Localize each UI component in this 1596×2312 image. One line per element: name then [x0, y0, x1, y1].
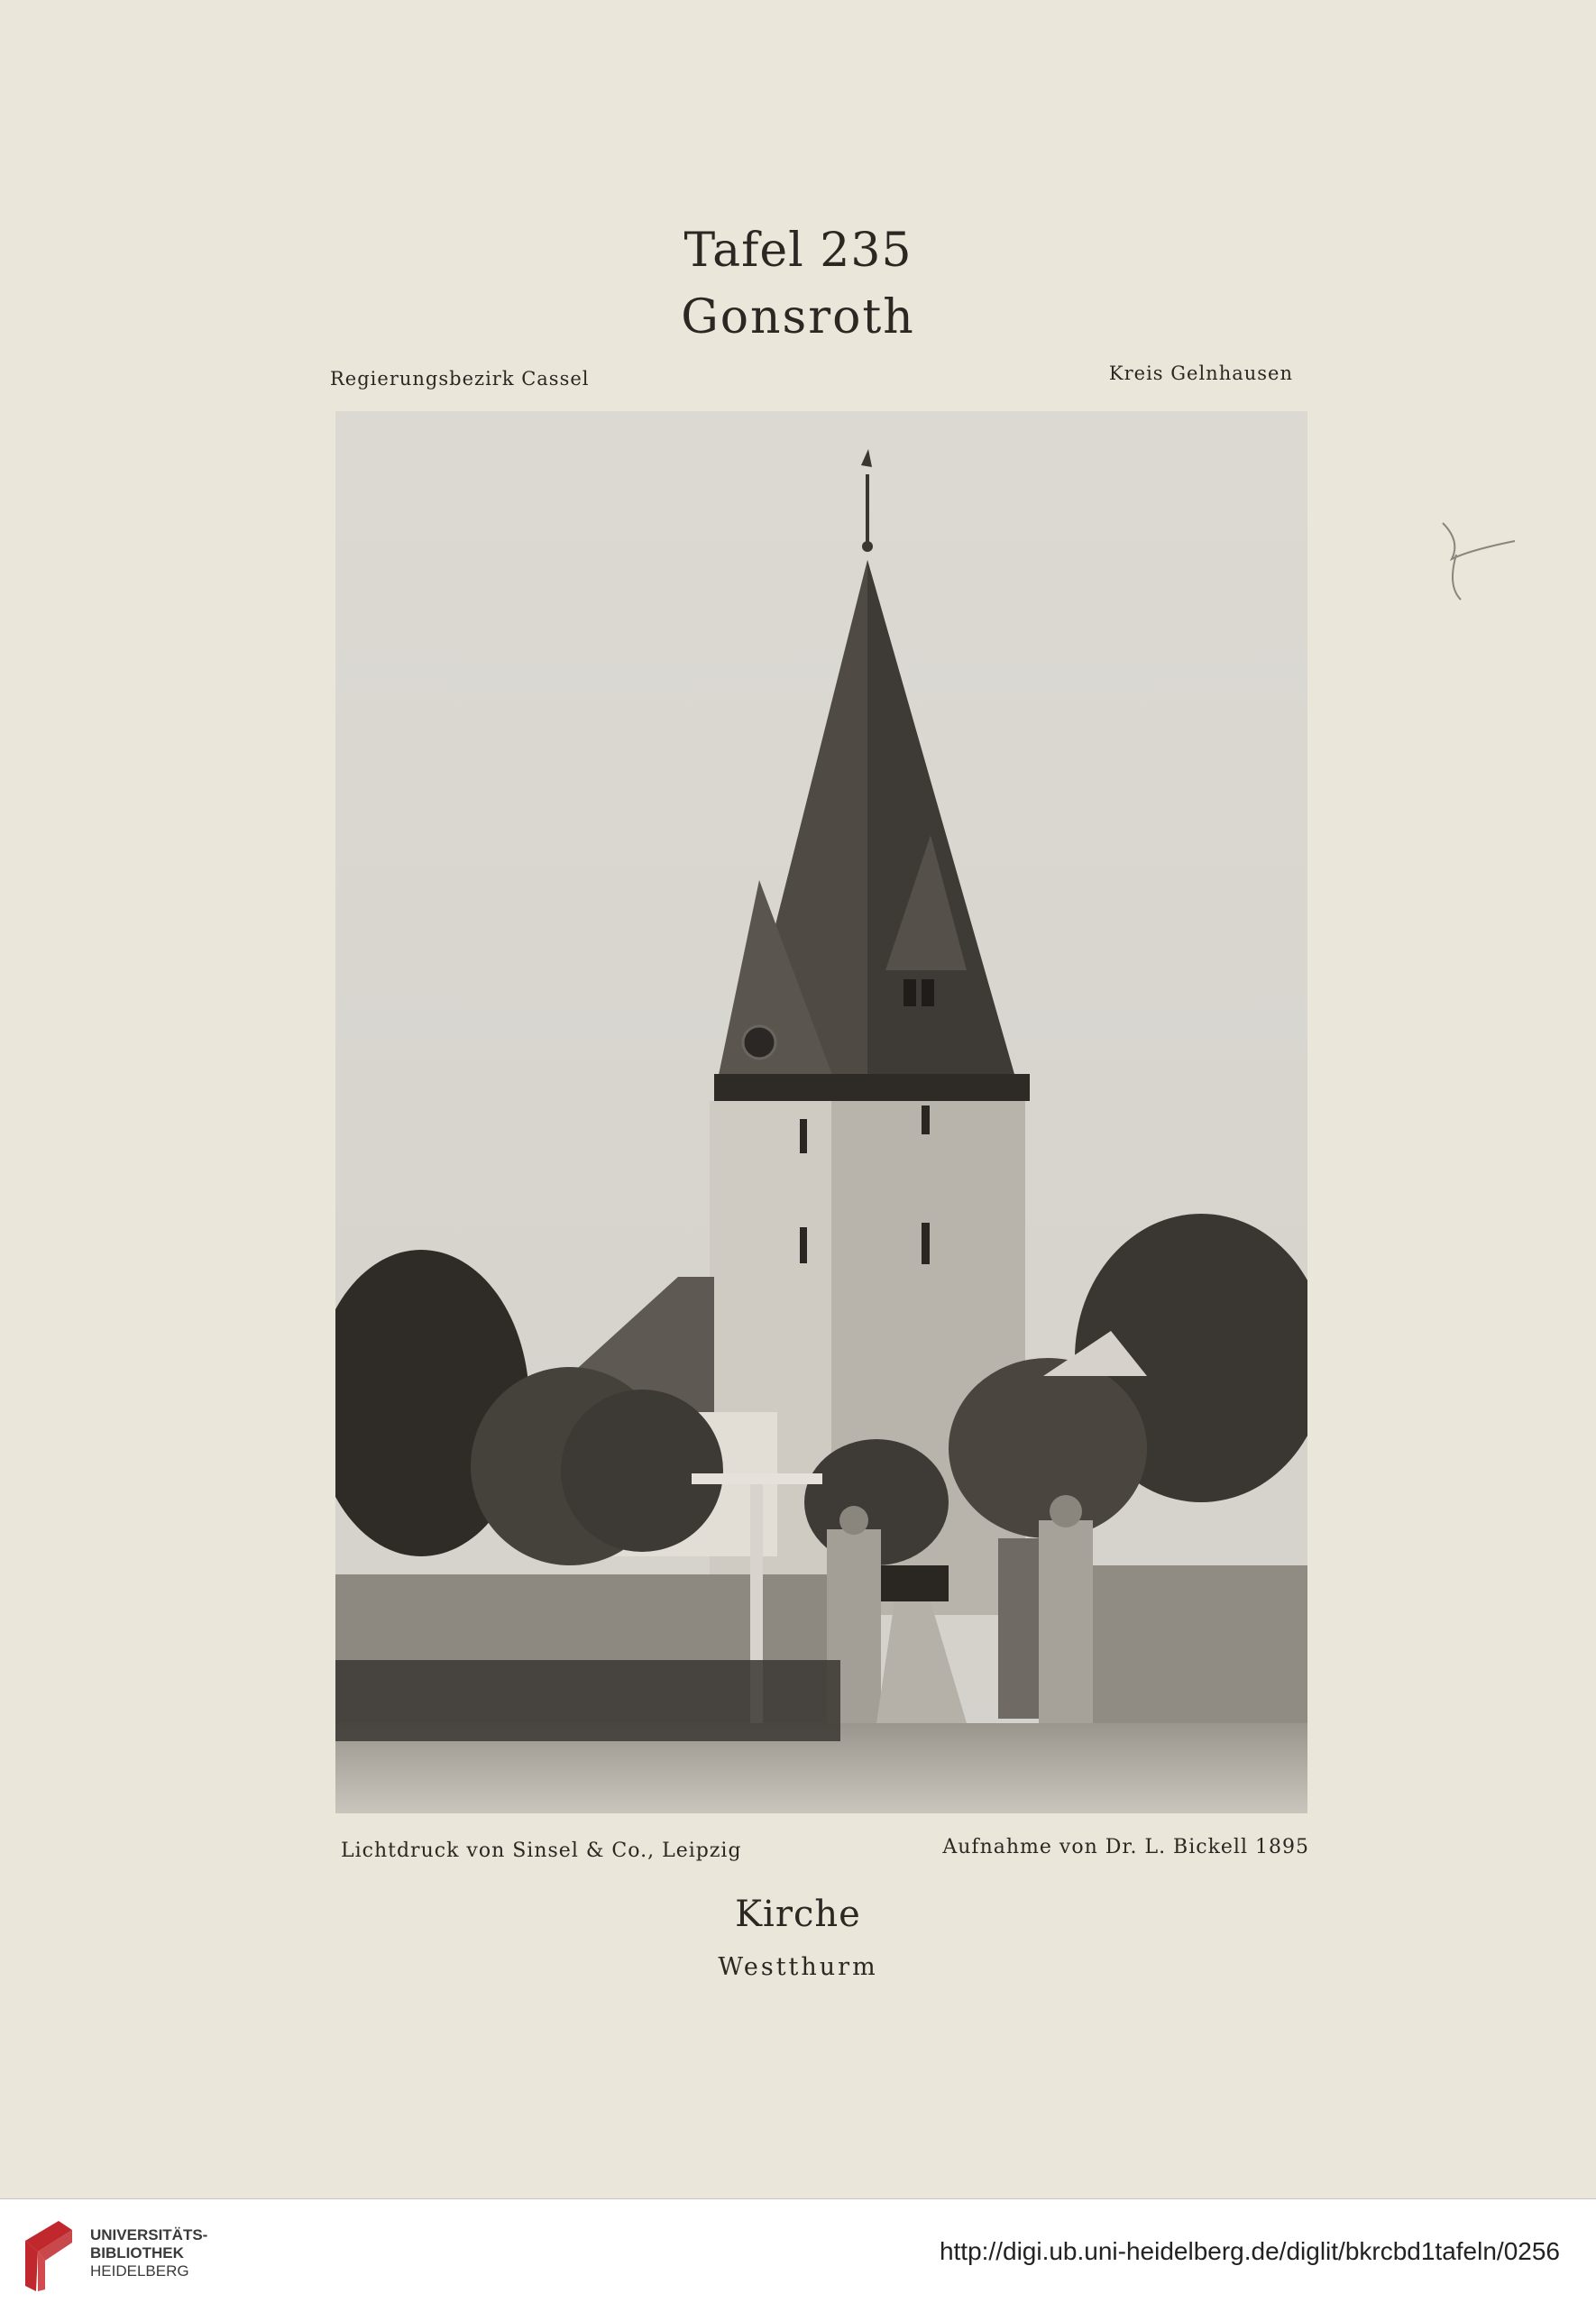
district-label: Kreis Gelnhausen: [1108, 362, 1293, 384]
caption-subtitle: Westthurm: [718, 1953, 878, 1981]
library-name-line2: BIBLIOTHEK: [90, 2244, 184, 2262]
place-name: Gonsroth: [681, 290, 915, 344]
printing-credit: Lichtdruck von Sinsel & Co., Leipzig: [341, 1840, 742, 1862]
library-name-line1: UNIVERSITÄTS-: [90, 2226, 208, 2243]
photo-credit: Aufnahme von Dr. L. Bickell 1895: [942, 1836, 1309, 1858]
plate-number: Tafel 235: [683, 224, 913, 278]
caption-title: Kirche: [735, 1894, 861, 1935]
region-label: Regierungsbezirk Cassel: [330, 368, 590, 390]
library-name-line3: HEIDELBERG: [90, 2262, 189, 2280]
source-url[interactable]: http://digi.ub.uni-heidelberg.de/diglit/bkrcbd1tafeln/0256: [939, 2237, 1560, 2265]
church-tower-photograph: [335, 411, 1307, 1813]
pencil-mark-icon: [1434, 514, 1533, 613]
heidelberg-library-logo-icon: [18, 2214, 81, 2295]
library-footer: [0, 2198, 1596, 2312]
library-name: [90, 2226, 207, 2280]
